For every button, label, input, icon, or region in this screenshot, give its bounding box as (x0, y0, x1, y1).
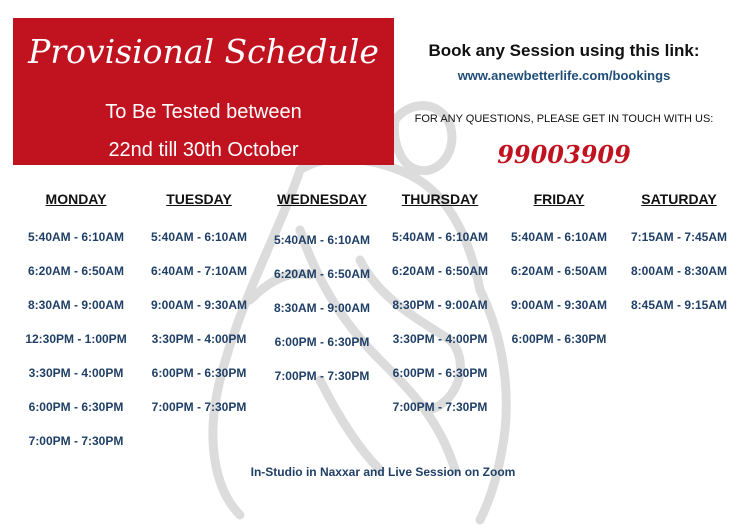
day-column-monday (16, 190, 136, 467)
time-slot[interactable]: 5:40AM - 6:10AM (391, 230, 489, 244)
time-slot[interactable]: 6:20AM - 6:50AM (273, 267, 371, 281)
day-column-wednesday (262, 190, 382, 402)
schedule-title: Provisional Schedule (28, 32, 379, 71)
test-period-line-1: To Be Tested between (105, 101, 302, 123)
time-slot[interactable]: 3:30PM - 4:00PM (151, 332, 247, 346)
day-header-friday: FRIDAY (533, 191, 585, 207)
time-slot[interactable]: 6:00PM - 6:30PM (511, 332, 607, 346)
day-column-saturday (619, 190, 739, 331)
time-slot[interactable]: 7:00PM - 7:30PM (151, 400, 247, 414)
time-slot[interactable]: 6:20AM - 6:50AM (510, 264, 608, 278)
time-slot[interactable]: 6:20AM - 6:50AM (27, 264, 125, 278)
time-slot[interactable]: 5:40AM - 6:10AM (273, 233, 371, 247)
time-slot[interactable]: 6:00PM - 6:30PM (28, 400, 124, 414)
time-slot[interactable]: 8:30AM - 9:00AM (273, 301, 371, 315)
time-slot[interactable]: 5:40AM - 6:10AM (27, 230, 125, 244)
time-slot[interactable]: 9:00AM - 9:30AM (510, 298, 608, 312)
contact-phone[interactable]: 99003909 (497, 140, 631, 169)
time-slot[interactable]: 6:40AM - 7:10AM (150, 264, 248, 278)
footer-note: In-Studio in Naxxar and Live Session on Zoom (250, 465, 516, 479)
day-column-thursday (380, 190, 500, 433)
time-slot[interactable]: 8:30AM - 9:00AM (27, 298, 125, 312)
day-header-tuesday: TUESDAY (166, 191, 232, 207)
booking-heading: Book any Session using this link: (428, 41, 700, 60)
time-slot[interactable]: 6:00PM - 6:30PM (274, 335, 370, 349)
time-slot[interactable]: 7:00PM - 7:30PM (392, 400, 488, 414)
time-slot[interactable]: 8:00AM - 8:30AM (630, 264, 728, 278)
day-header-wednesday: WEDNESDAY (277, 191, 367, 207)
contact-questions: FOR ANY QUESTIONS, PLEASE GET IN TOUCH WITH US: (414, 113, 714, 125)
time-slot[interactable]: 7:15AM - 7:45AM (630, 230, 728, 244)
schedule-banner (13, 18, 394, 165)
day-header-monday: MONDAY (45, 191, 107, 207)
time-slot[interactable]: 5:40AM - 6:10AM (150, 230, 248, 244)
time-slot[interactable]: 6:00PM - 6:30PM (151, 366, 247, 380)
test-period-line-2: 22nd till 30th October (108, 139, 299, 161)
time-slot[interactable]: 9:00AM - 9:30AM (150, 298, 248, 312)
booking-link[interactable]: www.anewbetterlife.com/bookings (457, 68, 671, 83)
time-slot[interactable]: 12:30PM - 1:00PM (25, 332, 127, 346)
time-slot[interactable]: 3:30PM - 4:00PM (392, 332, 488, 346)
time-slot[interactable]: 6:00PM - 6:30PM (392, 366, 488, 380)
time-slot[interactable]: 6:20AM - 6:50AM (391, 264, 489, 278)
time-slot[interactable]: 5:40AM - 6:10AM (510, 230, 608, 244)
day-header-saturday: SATURDAY (641, 191, 717, 207)
day-column-friday (499, 190, 619, 365)
time-slot[interactable]: 8:45AM - 9:15AM (630, 298, 728, 312)
time-slot[interactable]: 7:00PM - 7:30PM (274, 369, 370, 383)
day-column-tuesday (139, 190, 259, 433)
time-slot[interactable]: 3:30PM - 4:00PM (28, 366, 124, 380)
time-slot[interactable]: 7:00PM - 7:30PM (28, 434, 124, 448)
time-slot[interactable]: 8:30PM - 9:00AM (392, 298, 488, 312)
day-header-thursday: THURSDAY (401, 191, 479, 207)
